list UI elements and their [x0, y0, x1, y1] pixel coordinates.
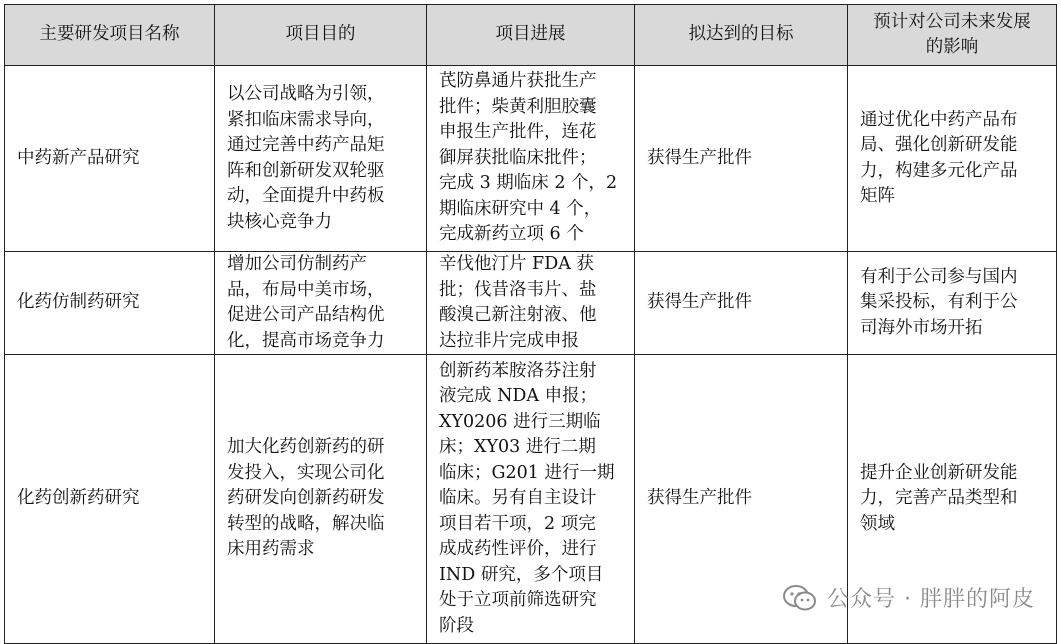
cell-line: 司海外市场开拓	[860, 317, 983, 338]
project-purpose-cell	[215, 355, 427, 644]
header-project-progress: 项目进展	[427, 5, 635, 66]
header-impact	[848, 5, 1057, 66]
cell-line: 力，构建多元化产品	[860, 160, 1018, 181]
cell-line: 液完成 NDA 申报；	[439, 386, 598, 407]
cell-line: 促进公司产品结构优	[227, 305, 385, 325]
cell-line: 提升企业创新研发能	[860, 462, 1018, 483]
impact-cell	[848, 66, 1057, 252]
cell-line: 化，提高市场竞争力	[227, 330, 385, 351]
cell-line: 床用药需求	[227, 539, 315, 560]
header-project-name: 主要研发项目名称	[5, 5, 215, 66]
cell-line: 酸溴己新注射液、他	[439, 305, 597, 325]
cell-line: 项目若干项，2 项完	[439, 513, 596, 534]
cell-line: IND 研究，多个项目	[439, 564, 604, 585]
cell-line: 紧扣临床需求导向，	[227, 109, 385, 130]
cell-line: 领域	[860, 513, 895, 534]
cell-line: 局、强化创新研发能	[860, 135, 1018, 155]
cell-line: 御屏获批临床批件；	[439, 147, 597, 168]
cell-line: 转型的战略，解决临	[227, 513, 385, 534]
header-target: 拟达到的目标	[635, 5, 848, 66]
cell-line: XY0206 进行三期临	[439, 411, 601, 432]
header-project-purpose: 项目目的	[215, 5, 427, 66]
table-row	[5, 252, 1057, 355]
cell-line: 品，布局中美市场，	[227, 279, 385, 300]
cell-line: 完成新药立项 6 个	[439, 224, 584, 245]
cell-line: 通过完善中药产品矩	[227, 135, 385, 155]
cell-line: 临床。另有自主设计	[439, 488, 597, 509]
cell-line: 临床；G201 进行一期	[439, 462, 615, 483]
cell-line: 有利于公司参与国内	[860, 266, 1018, 287]
cell-line: 以公司战略为引领，	[227, 84, 385, 104]
cell-line: 集采投标，有利于公	[860, 292, 1018, 313]
cell-line: 辛伐他汀片 FDA 获	[439, 254, 594, 274]
cell-line: 块核心竞争力	[227, 211, 332, 232]
cell-line: 通过优化中药产品布	[860, 109, 1018, 130]
cell-line: 批；伐昔洛韦片、盐	[439, 279, 597, 300]
impact-cell	[848, 252, 1057, 355]
project-name-cell: 中药新产品研究	[5, 66, 215, 252]
rd-projects-table	[4, 4, 1057, 644]
cell-line: 创新药苯胺洛芬注射	[439, 360, 597, 381]
cell-line: 达拉非片完成申报	[439, 330, 579, 351]
project-name-cell: 化药仿制药研究	[5, 252, 215, 355]
cell-line: 药研发向创新药研发	[227, 488, 385, 509]
project-name-cell: 化药创新药研究	[5, 355, 215, 644]
cell-line: 批件；柴黄利胆胶囊	[439, 96, 597, 117]
header-impact-line: 的影响	[925, 37, 979, 57]
header-impact-line: 预计对公司未来发展	[873, 11, 1031, 32]
cell-line: 成成药性评价，进行	[439, 539, 597, 560]
project-progress-cell	[427, 252, 635, 355]
cell-line: 期临床研究中 4 个，	[439, 198, 602, 219]
project-purpose-cell	[215, 252, 427, 355]
table-header-row	[5, 5, 1057, 66]
cell-line: 处于立项前筛选研究	[439, 590, 597, 611]
target-cell: 获得生产批件	[635, 355, 848, 644]
cell-line: 力，完善产品类型和	[860, 488, 1018, 509]
target-cell: 获得生产批件	[635, 252, 848, 355]
project-progress-cell	[427, 66, 635, 252]
watermark-text: 公众号 · 胖胖的阿皮	[827, 587, 1035, 612]
cell-line: 床；XY03 进行二期	[439, 437, 596, 458]
watermark	[783, 582, 1035, 613]
cell-line: 芪防鼻通片获批生产	[439, 71, 597, 92]
target-cell: 获得生产批件	[635, 66, 848, 252]
cell-line: 增加公司仿制药产	[227, 254, 367, 274]
cell-line: 加大化药创新药的研	[227, 437, 385, 458]
cell-line: 发投入，实现公司化	[227, 462, 385, 483]
project-purpose-cell	[215, 66, 427, 252]
cell-line: 动，全面提升中药板	[227, 186, 385, 206]
cell-line: 阶段	[439, 615, 474, 636]
cell-line: 矩阵	[860, 186, 895, 206]
table-row	[5, 66, 1057, 252]
cell-line: 申报生产批件，连花	[439, 122, 597, 143]
project-progress-cell	[427, 355, 635, 644]
cell-line: 完成 3 期临床 2 个，2	[439, 173, 618, 194]
wechat-icon	[783, 584, 817, 612]
cell-line: 阵和创新研发双轮驱	[227, 160, 385, 181]
